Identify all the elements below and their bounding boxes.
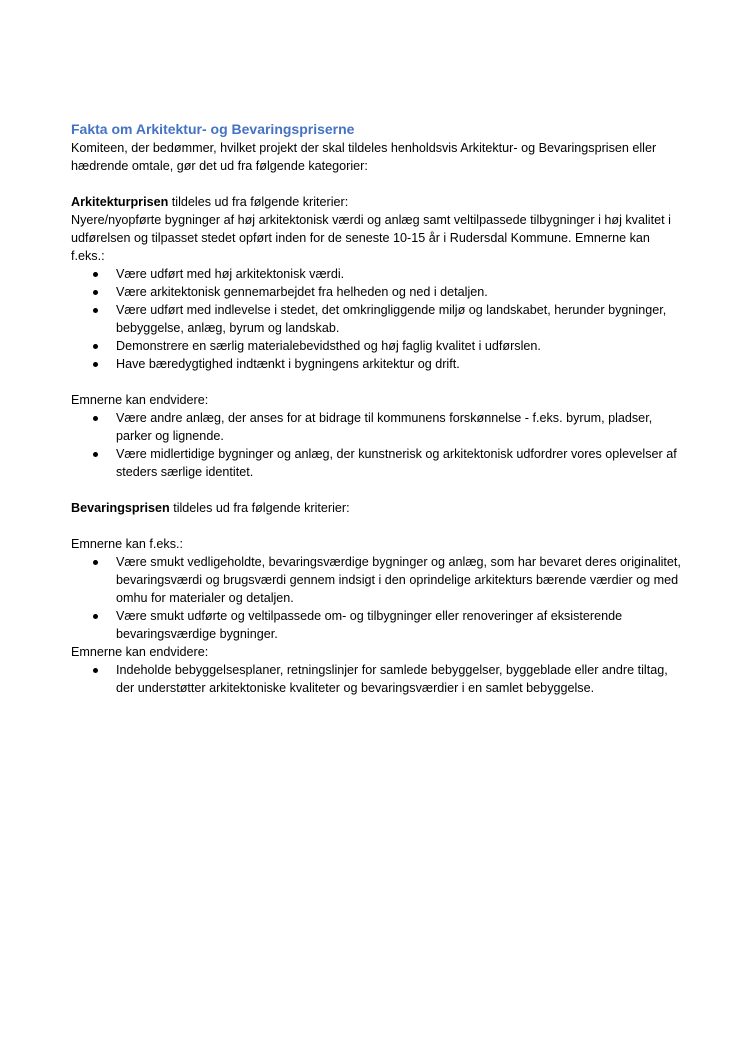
list-item: Være arkitektonisk gennemarbejdet fra helheden og ned i detaljen. [116, 283, 681, 301]
list-item: Demonstrere en særlig materialebevidsthed og høj faglig kvalitet i udførslen. [116, 337, 681, 355]
bevaring-further-list [71, 661, 681, 697]
arkitektur-criteria-line [71, 193, 681, 211]
bevaring-list [71, 553, 681, 643]
list-item: Være midlertidige bygninger og anlæg, der kunstnerisk og arkitektonisk udfordrer vores oplevelser af steders særlige identitet. [116, 445, 681, 481]
arkitektur-list [71, 265, 681, 373]
list-item: Indeholde bebyggelsesplaner, retningslinjer for samlede bebyggelser, byggeblade eller andre tiltag, der understøtter arkitektoniske kvaliteter og bevaringsværdier i en samlet bebyggelse. [116, 661, 681, 697]
spacer [71, 517, 681, 535]
document-page [71, 119, 681, 697]
list-item: Være smukt udførte og veltilpassede om- og tilbygninger eller renoveringer af eksisterende bevaringsværdige bygninger. [116, 607, 681, 643]
list-item: Være andre anlæg, der anses for at bidrage til kommunens forskønnelse - f.eks. byrum, pladser, parker og lignende. [116, 409, 681, 445]
list-item: Være udført med høj arkitektonisk værdi. [116, 265, 681, 283]
bevaring-label-rest: tildeles ud fra følgende kriterier: [169, 501, 350, 515]
bevaring-examples-label: Emnerne kan f.eks.: [71, 537, 183, 551]
bevaring-further-label: Emnerne kan endvidere: [71, 645, 209, 659]
intro-paragraph: Komiteen, der bedømmer, hvilket projekt der skal tildeles henholdsvis Arkitektur- og Bevaringsprisen eller hædrende omtale, gør det ud fra følgende kategorier: [71, 141, 657, 173]
list-item: Have bæredygtighed indtænkt i bygningens arkitektur og drift. [116, 355, 681, 373]
page-title: Fakta om Arkitektur- og Bevaringspriserne [71, 121, 355, 137]
arkitektur-description: Nyere/nyopførte bygninger af høj arkitektonisk værdi og anlæg samt veltilpassede tilbygninger i høj kvalitet i udførelsen og tilpasset stedet opført inden for de seneste 10-15 år i Rudersdal Kommune. Emnerne kan f.eks.: [71, 213, 671, 263]
spacer [71, 481, 681, 499]
spacer [71, 175, 681, 193]
bevaring-label: Bevaringsprisen [71, 501, 170, 515]
spacer [71, 373, 681, 391]
arkitektur-further-list [71, 409, 681, 481]
arkitektur-further-label: Emnerne kan endvidere: [71, 393, 209, 407]
arkitektur-label-rest: tildeles ud fra følgende kriterier: [168, 195, 349, 209]
list-item: Være udført med indlevelse i stedet, det omkringliggende miljø og landskabet, herunder bygninger, bebyggelse, anlæg, byrum og landskab. [116, 301, 681, 337]
bevaring-criteria-line [71, 499, 681, 517]
arkitektur-label: Arkitekturprisen [71, 195, 169, 209]
list-item: Være smukt vedligeholdte, bevaringsværdige bygninger og anlæg, som har bevaret deres originalitet, bevaringsværdi og brugsværdi gennem indsigt i den oprindelige arkitekturs bærende værdier og med omhu for materialer og detaljen. [116, 555, 681, 605]
